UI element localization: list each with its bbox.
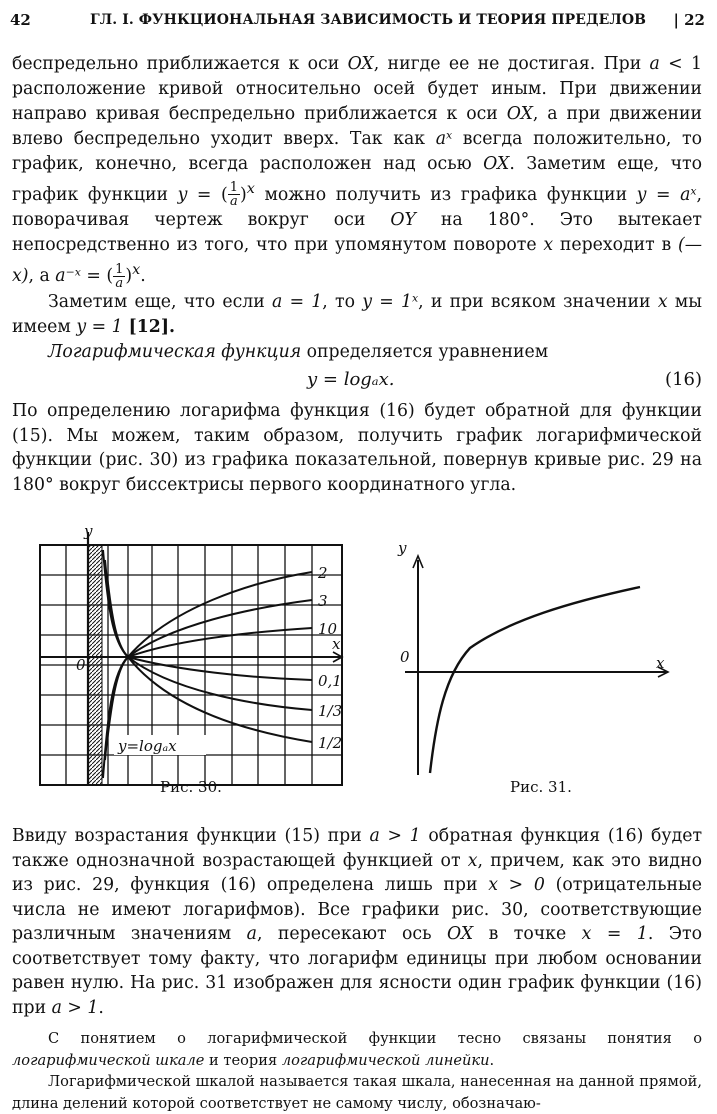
paragraph-1: беспредельно приближается к оси OX, нигде ее не достигая. При a < 1 расположение кривой относительно осей будет иным. При движении направо кривая беспредельно приближается к оси OX, а при движении влево беспредельно уходит вверх. Так как aˣ всегда положительно, то график, конечно, всегда расположен над осью OX. Заметим еще, что график функции y = ( $\frac{1}{a}$ )$^x$ можно получить из графика функции y = aˣ, поворачивая чертеж вокруг оси OY на 180°. Это вытекает непосредственно из того, что при упомянутом повороте x переходит в (— x), а a⁻ˣ = ( $\frac{1}{a}$ )$^x$. [12,54,703,291]
curve-label-3: 3 [318,592,328,610]
fig31-y-label: y [398,539,407,557]
caption-fig30: Рис. 30. [160,778,222,796]
figures-svg [0,520,717,810]
fig30-origin: 0 [76,656,86,674]
paragraph-3: Логарифмическая функция определяется уравнением [48,341,549,362]
figure-30 [40,522,342,785]
log-curve [430,587,640,773]
curve-label-1-2: 1/2 [318,734,343,752]
fig30-formula: y=logₐx [118,737,177,755]
fraction: $\frac{1}{a}$ [229,180,239,210]
paragraph-7: Логарифмической шкалой называется такая шкала, нанесенная на данной прямой, длина делений которой соответствует не самому числу, обозначаю- [12,1073,702,1112]
upper-text [12,52,702,498]
curve-label-2: 2 [318,564,328,582]
paragraph-6: С понятием о логарифмической функции тесно связаны понятия о логарифмической шкале и теория логарифмической линейки. [12,1030,702,1069]
curve-label-0-1: 0,1 [318,672,342,690]
page-number: 42 [10,11,31,29]
paragraph-2: Заметим еще, что если a = 1, то y = 1ˣ, и при всяком значении x мы имеем y = 1 [12]. [12,291,702,337]
fig30-x-label: x [332,635,341,653]
page-header [0,8,717,38]
fig31-origin: 0 [400,648,410,666]
equation-number: (16) [665,368,702,390]
chapter-title: ГЛ. I. ФУНКЦИОНАЛЬНАЯ ЗАВИСИМОСТЬ И ТЕОРИЯ ПРЕДЕЛОВ [90,12,647,28]
caption-fig31: Рис. 31. [510,778,572,796]
curve-label-10: 10 [318,620,338,638]
lower-text [12,824,702,1114]
hatched-band [88,545,102,785]
curve-label-1-3: 1/3 [318,702,343,720]
fraction: $\frac{1}{a}$ [115,261,124,291]
fig30-y-label: y [84,522,93,540]
equation-16 [12,365,702,399]
figure-31 [397,539,668,775]
section-number: | 22 [673,11,705,29]
equation-formula: y = logₐx. [307,368,395,390]
fig31-x-label: x [656,654,665,672]
paragraph-4: По определению логарифма функция (16) будет обратной для функции (15). Мы можем, таким образом, получить график логарифмической функции (рис. 30) из графика показательной, повернув кривые рис. 29 на 180° вокруг биссектрисы первого координатного угла. [12,400,702,496]
figures [0,520,717,810]
paragraph-5: Ввиду возрастания функции (15) при a > 1 обратная функция (16) будет также однозначной возрастающей функцией от x, причем, как это видно из рис. 29, функция (16) определена лишь при x > 0 (отрицательные числа не имеют логарифмов). Все графики рис. 30, соответствующие различным значениям a, пересекают ось OX в точке x = 1. Это соответствует тому факту, что логарифм единицы при любом основании равен нулю. На рис. 31 изображен для ясности один график функции (16) при a > 1. [12,826,703,1018]
